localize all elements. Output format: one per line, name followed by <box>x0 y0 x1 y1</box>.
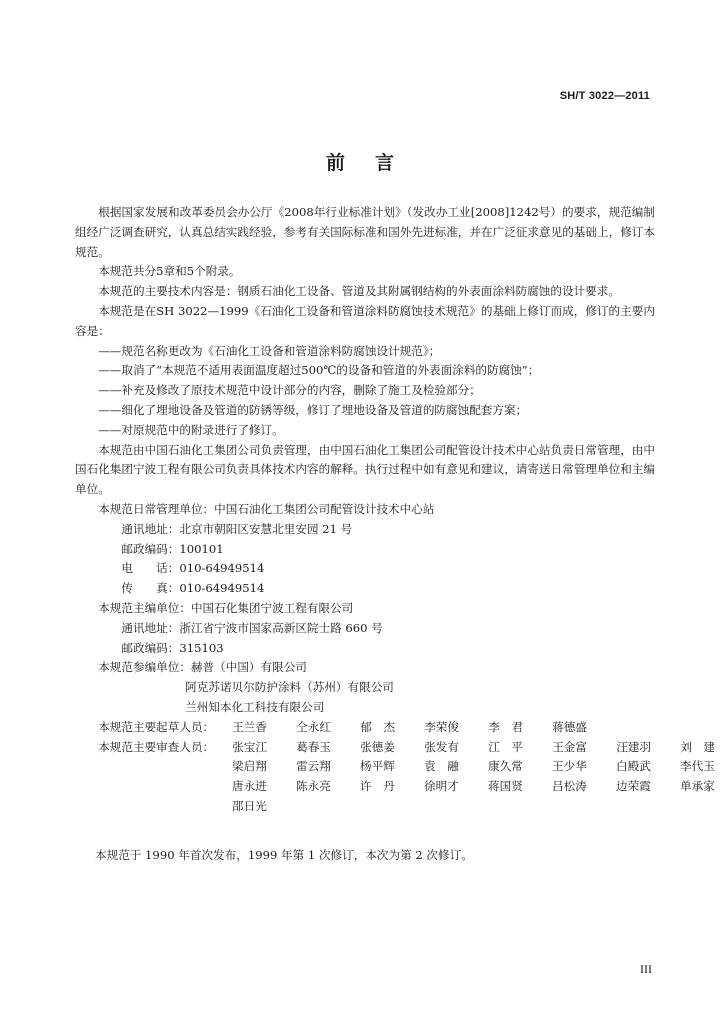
paragraph-revision: 本规范是在SH 3022—1999《石油化工设备和管道涂料防腐蚀技术规范》的基础上修订而成，修订的主要内容是： <box>75 303 655 338</box>
management-fax: 010-64949514 <box>179 581 265 596</box>
reviewer-name: 邵日光 <box>232 798 267 813</box>
title-char-1: 前 <box>325 152 345 174</box>
drafter-name: 郁 杰 <box>360 719 395 734</box>
reviewer-name: 江 平 <box>488 739 523 754</box>
reviewers-row <box>75 797 655 817</box>
management-label: 本规范日常管理单位： <box>98 501 215 516</box>
participant-line <box>75 678 655 698</box>
management-phone: 010-64949514 <box>179 561 265 576</box>
paragraph-main-content: 本规范的主要技术内容是：钢质石油化工设备、管道及其附属钢结构的外表面涂料防腐蚀的设计要求。 <box>98 284 620 299</box>
participant-line <box>75 658 655 678</box>
drafter-name: 蒋德盛 <box>552 719 587 734</box>
participants-label: 本规范参编单位： <box>98 660 191 675</box>
reviewers-row <box>75 777 715 797</box>
reviewer-name: 唐永进 <box>232 779 267 794</box>
foreword-body <box>75 203 715 817</box>
reviewer-name: 徐明才 <box>424 779 459 794</box>
reviewer-name: 蒋国贤 <box>488 779 523 794</box>
phone-label: 电 话： <box>121 561 180 576</box>
management-phone-line <box>75 559 655 579</box>
reviewer-name: 康久常 <box>488 759 523 774</box>
page-number: III <box>640 962 652 976</box>
address-label: 通讯地址： <box>121 521 180 536</box>
reviewer-name: 陈永亮 <box>296 779 331 794</box>
revision-item: ——对原规范中的附录进行了修订。 <box>98 422 284 437</box>
reviewer-name: 李代玉 <box>680 759 715 774</box>
drafters-row <box>75 718 655 738</box>
participant-line <box>75 698 655 718</box>
editor-postcode: 315103 <box>179 640 224 655</box>
reviewer-name: 白殿武 <box>616 759 651 774</box>
reviewers-row <box>75 738 715 758</box>
revision-history: 本规范于 1990 年首次发布，1999 年第 1 次修订，本次为第 2 次修订。 <box>95 848 473 862</box>
reviewer-name: 边荣霞 <box>616 779 651 794</box>
fax-label: 传 真： <box>121 581 180 596</box>
reviewer-name: 张发有 <box>424 739 459 754</box>
reviewer-name: 汪建羽 <box>616 739 651 754</box>
reviewer-name: 张德姜 <box>360 739 395 754</box>
revision-item: ——细化了埋地设备及管道的防锈等级，修订了埋地设备及管道的防腐蚀配套方案； <box>98 402 528 417</box>
editor-unit: 中国石化集团宁波工程有限公司 <box>190 600 354 615</box>
reviewer-name: 吕松涛 <box>552 779 587 794</box>
postcode-label: 邮政编码： <box>121 640 180 655</box>
management-fax-line <box>75 579 655 599</box>
reviewer-name: 单承家 <box>680 779 715 794</box>
reviewers-label: 本规范主要审查人员： <box>98 739 215 754</box>
editor-label: 本规范主编单位： <box>98 600 191 615</box>
revision-item: ——补充及修改了原技术规范中设计部分的内容，删除了施工及检验部分； <box>98 383 481 398</box>
paragraph-management: 本规范由中国石油化工集团公司负责管理，由中国石油化工集团公司配管设计技术中心站负责日常管理，由中国石化集团宁波工程有限公司负责具体技术内容的解释。执行过程中如有意见和建议，请寄送日常管理单位和主编单位。 <box>75 442 655 497</box>
title-char-2: 言 <box>375 152 395 174</box>
participant-unit: 阿克苏诺贝尔防护涂料（苏州）有限公司 <box>185 680 394 695</box>
reviewer-name: 刘 建 <box>680 739 715 754</box>
drafter-name: 王兰香 <box>232 719 267 734</box>
drafter-name: 仝永红 <box>296 719 331 734</box>
reviewer-name: 梁启翔 <box>232 759 267 774</box>
standard-number: SH/T 3022—2011 <box>559 90 650 102</box>
management-postcode: 100101 <box>179 541 224 556</box>
reviewer-name: 袁 融 <box>424 759 459 774</box>
participant-unit: 赫普（中国）有限公司 <box>190 660 307 675</box>
editor-postcode-line <box>75 639 655 659</box>
reviewer-name: 许 丹 <box>360 779 395 794</box>
participant-unit: 兰州知本化工科技有限公司 <box>185 699 325 714</box>
paragraph-structure: 本规范共分5章和5个附录。 <box>98 264 241 279</box>
paragraph-basis: 根据国家发展和改革委员会办公厅《2008年行业标准计划》（发改办工业[2008]1242号）的要求，规范编制组经广泛调查研究，认真总结实践经验，参考有关国际标准和国外先进标准，并在广泛征求意见的基础上，修订本规范。 <box>75 205 655 259</box>
management-unit-line <box>75 500 655 520</box>
reviewer-name: 葛春玉 <box>296 739 331 754</box>
reviewer-name: 王金富 <box>552 739 587 754</box>
editor-address: 浙江省宁波市国家高新区院士路 660 号 <box>179 620 383 635</box>
drafters-label: 本规范主要起草人员： <box>98 719 215 734</box>
management-postcode-line <box>75 540 655 560</box>
reviewer-name: 王少华 <box>552 759 587 774</box>
management-unit: 中国石油化工集团公司配管设计技术中心站 <box>214 501 435 516</box>
page-title <box>0 148 720 175</box>
drafter-name: 李 君 <box>488 719 523 734</box>
editor-unit-line <box>75 599 655 619</box>
reviewer-name: 杨平辉 <box>360 759 395 774</box>
reviewers-row <box>75 757 715 777</box>
reviewer-name: 张宝江 <box>232 739 267 754</box>
postcode-label: 邮政编码： <box>121 541 180 556</box>
drafter-name: 李荣俊 <box>424 719 459 734</box>
reviewer-name: 雷云翔 <box>296 759 331 774</box>
management-address: 北京市朝阳区安慧北里安园 21 号 <box>179 521 353 536</box>
address-label: 通讯地址： <box>121 620 180 635</box>
revision-item: ——规范名称更改为《石油化工设备和管道涂料防腐蚀设计规范》； <box>98 343 441 358</box>
management-address-line <box>75 520 655 540</box>
editor-address-line <box>75 619 655 639</box>
revision-item: ——取消了“本规范不适用表面温度超过500℃的设备和管道的外表面涂料的防腐蚀”； <box>98 363 540 378</box>
